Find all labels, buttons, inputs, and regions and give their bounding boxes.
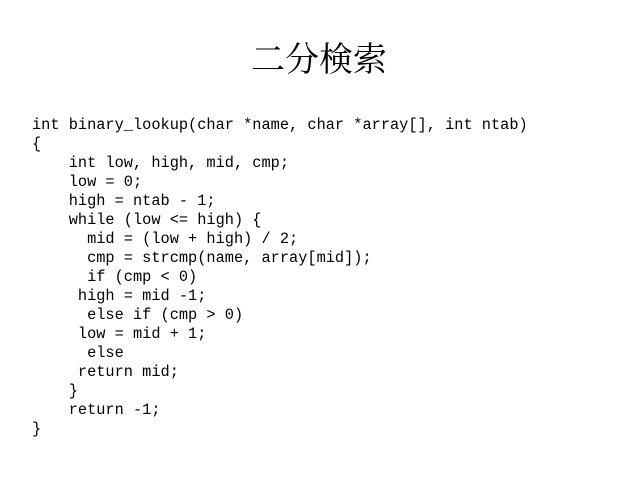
code-line-10: high = mid -1; <box>32 287 207 305</box>
code-line-17: } <box>32 420 42 438</box>
code-line-2: { <box>32 135 42 153</box>
code-line-13: else <box>32 344 124 362</box>
code-line-4: low = 0; <box>32 173 143 191</box>
code-line-5: high = ntab - 1; <box>32 192 216 210</box>
code-line-7: mid = (low + high) / 2; <box>32 230 299 248</box>
code-line-11: else if (cmp > 0) <box>32 306 244 324</box>
code-line-12: low = mid + 1; <box>32 325 207 343</box>
code-line-16: return -1; <box>32 401 161 419</box>
slide-title: 二分検索 <box>251 40 387 80</box>
code-line-14: return mid; <box>32 363 179 381</box>
code-line-1: int binary_lookup(char *name, char *array[], int ntab) <box>32 116 528 134</box>
code-line-9: if (cmp < 0) <box>32 268 198 286</box>
code-line-6: while (low <= high) { <box>32 211 262 229</box>
code-line-15: } <box>32 382 78 400</box>
code-line-3: int low, high, mid, cmp; <box>32 154 290 172</box>
code-line-8: cmp = strcmp(name, array[mid]); <box>32 249 372 267</box>
